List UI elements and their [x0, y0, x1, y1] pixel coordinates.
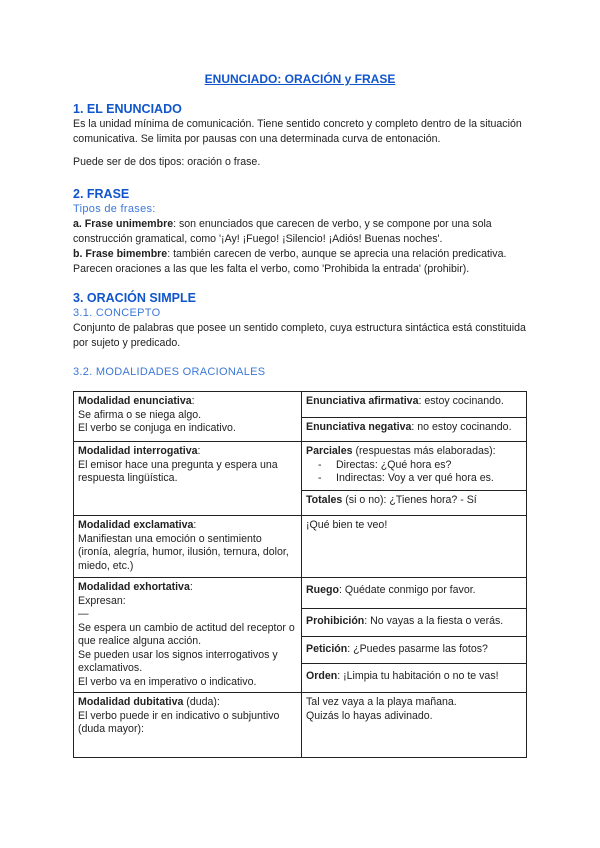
heading-oracion: 3. ORACIÓN SIMPLE: [73, 291, 196, 305]
text: : son enunciados que carecen de verbo, y se compone por una sola construcción gramatical, como '¡Ay! ¡Fuego! ¡Silencio! ¡Adiós! Buenas noches'.: [73, 218, 492, 245]
heading-enunciado: 1. EL ENUNCIADO: [73, 102, 182, 116]
text: Enunciativa afirmativa: [306, 395, 419, 407]
text: : ¿Puedes pasarme las fotos?: [347, 643, 488, 655]
text: (si o no): ¿Tienes hora? - Sí: [342, 494, 477, 506]
text: : no estoy cocinando.: [411, 421, 512, 433]
paragraph: Conjunto de palabras que posee un sentido completo, cuya estructura sintáctica está constituida por sujeto y predicado.: [73, 322, 526, 349]
cell-exclamativa: Modalidad exclamativa: Manifiestan una emoción o sentimiento (ironía, alegría, humor, ilusión, ternura, dolor, miedo, etc.): [74, 516, 302, 578]
text: : también carecen de verbo, aunque se aprecia una relación predicativa. Parecen oraciones a las que les falta el verbo, como 'Prohibida la entrada' (prohibir).: [73, 248, 507, 275]
text: Modalidad enunciativa: [78, 395, 192, 407]
text: Modalidad exhortativa: [78, 581, 190, 593]
cell-dubitativa: [74, 693, 302, 758]
document-title: ENUNCIADO: ORACIÓN y FRASE: [204, 72, 396, 86]
cell-example: [302, 637, 527, 664]
cell-example: [302, 608, 527, 636]
term: a. Frase unimembre: [73, 218, 174, 230]
cell-example: [302, 491, 527, 516]
text: Ruego: [306, 584, 339, 596]
text: Orden: [306, 670, 338, 683]
subheading-modalidades: 3.2. MODALIDADES ORACIONALES: [73, 366, 266, 378]
text: - Indirectas: Voy a ver qué hora es.: [336, 472, 522, 486]
text: Petición: [306, 643, 348, 655]
text: : No vayas a la fiesta o verás.: [364, 614, 504, 627]
text: Se pueden usar los signos interrogativos y exclamativos.: [78, 648, 278, 674]
text: Tal vez vaya a la playa mañana.: [306, 696, 457, 708]
paragraph: Puede ser de dos tipos: oración o frase.: [73, 156, 261, 168]
cell-example: ¡Qué bien te veo!: [302, 516, 527, 578]
cell-example: [302, 442, 527, 491]
text: Prohibición: [306, 614, 365, 627]
cell-example: [302, 578, 527, 609]
text: Modalidad interrogativa: [78, 445, 198, 457]
text: Expresan:: [78, 594, 126, 607]
paragraph: [73, 217, 533, 247]
cell-interrogativa: Modalidad interrogativa: El emisor hace una pregunta y espera una respuesta lingüística.: [74, 442, 302, 516]
subheading-tipos: Tipos de frases:: [73, 203, 156, 215]
text: Modalidad exclamativa: [78, 519, 194, 531]
cell-exhortativa: Modalidad exhortativa: Expresan: — Se espera un cambio de actitud del receptor o que realice alguna acción. Se pueden usar los signos interrogativos y exclamativos. El verbo va en imperativo o indicativo.: [74, 578, 302, 693]
text: —: [78, 608, 89, 620]
cell-example: [302, 418, 527, 442]
text: Manifiestan una emoción o sentimiento (ironía, alegría, humor, ilusión, ternura, dolor, miedo, etc.): [78, 532, 289, 572]
section-oracion: [73, 290, 533, 380]
cell-enunciativa: Modalidad enunciativa: Se afirma o se niega algo. El verbo se conjuga en indicativo.: [74, 392, 302, 442]
section-enunciado: [73, 101, 533, 170]
text: (duda):: [183, 696, 220, 708]
text: (respuestas más elaboradas):: [352, 445, 496, 457]
text: Quizás lo hayas adivinado.: [306, 709, 433, 722]
text: Se espera un cambio de actitud del receptor o que realice alguna acción.: [78, 621, 295, 647]
subheading-concepto: 3.1. CONCEPTO: [73, 307, 161, 319]
text: El verbo va en imperativo o indicativo.: [78, 675, 257, 688]
text: Totales: [306, 494, 343, 506]
text: Parciales: [306, 445, 353, 457]
paragraph: Es la unidad mínima de comunicación. Tiene sentido concreto y completo dentro de la situación comunicativa. Se limita por pausas con una determinada curva de entonación.: [73, 118, 522, 145]
term: b. Frase bimembre: [73, 248, 168, 260]
text: : estoy cocinando.: [418, 395, 504, 407]
text: El verbo puede ir en indicativo o subjuntivo (duda mayor):: [78, 709, 280, 735]
text: - Directas: ¿Qué hora es?: [336, 459, 522, 473]
text: El verbo se conjuga en indicativo.: [78, 422, 236, 434]
cell-example: [302, 392, 527, 418]
text: Modalidad dubitativa: [78, 696, 184, 708]
text: Enunciativa negativa: [306, 421, 412, 433]
cell-example: [302, 693, 527, 758]
heading-frase: 2. FRASE: [73, 187, 130, 201]
section-frase: [73, 186, 533, 277]
text: : ¡Limpia tu habitación o no te vas!: [337, 670, 499, 683]
text: El emisor hace una pregunta y espera una respuesta lingüística.: [78, 458, 278, 484]
modalidades-table: [73, 391, 527, 758]
cell-example: [302, 664, 527, 693]
paragraph: [73, 247, 533, 277]
text: Se afirma o se niega algo.: [78, 408, 202, 421]
text: : Quédate conmigo por favor.: [338, 584, 476, 596]
